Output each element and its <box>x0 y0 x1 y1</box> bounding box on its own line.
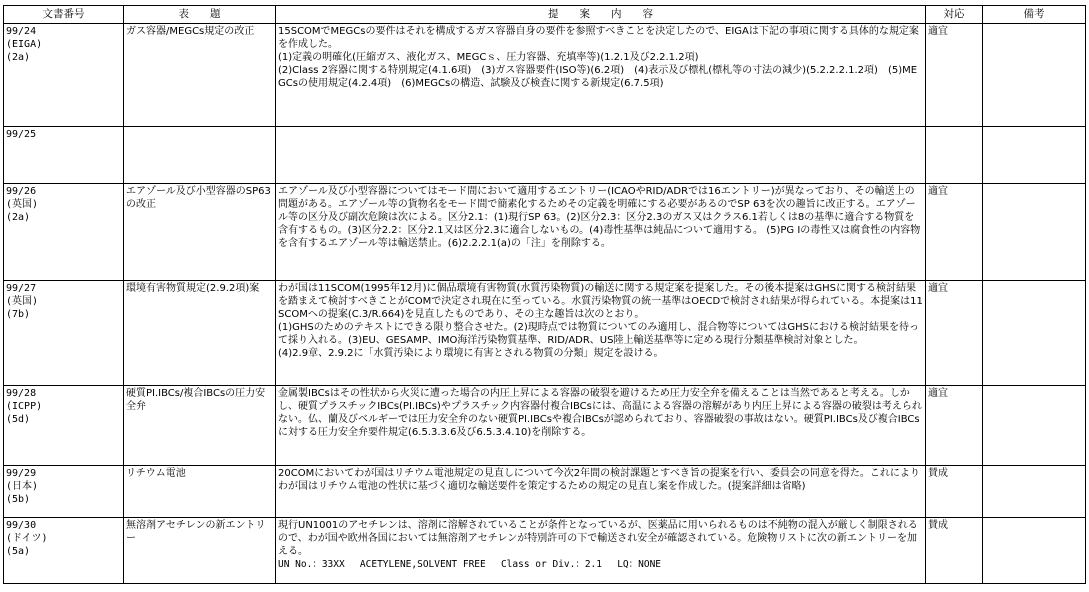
doc-origin: (英国) <box>6 296 39 307</box>
header-row <box>4 6 1086 24</box>
header-title: 表 題 <box>124 6 276 24</box>
doc-origin: (EIGA) <box>6 39 43 50</box>
header-remarks: 備考 <box>983 6 1086 24</box>
doc-no-cell <box>4 127 124 184</box>
content-cell <box>276 518 926 584</box>
response-cell: 適宜 <box>926 24 983 127</box>
doc-no: 99/28 <box>6 388 37 399</box>
doc-origin: (ドイツ) <box>6 533 48 544</box>
doc-origin: (日本) <box>6 481 39 492</box>
content-cell <box>276 127 926 184</box>
response-cell: 賛成 <box>926 466 983 518</box>
table-row <box>4 24 1086 127</box>
table-row <box>4 127 1086 184</box>
doc-no: 99/27 <box>6 283 37 294</box>
response-cell <box>926 127 983 184</box>
remarks-cell <box>983 24 1086 127</box>
doc-origin: (ICPP) <box>6 401 43 412</box>
header-response: 対応 <box>926 6 983 24</box>
table-row <box>4 281 1086 386</box>
remarks-cell <box>983 386 1086 466</box>
doc-origin: (英国) <box>6 199 39 210</box>
doc-no: 99/24 <box>6 26 37 37</box>
doc-no: 99/26 <box>6 186 37 197</box>
doc-no-cell <box>4 281 124 386</box>
table-row <box>4 386 1086 466</box>
table-row <box>4 466 1086 518</box>
response-cell: 適宜 <box>926 281 983 386</box>
doc-no-cell <box>4 466 124 518</box>
content-cell: エアゾール及び小型容器についてはモード間において適用するエントリー(ICAOやRID/ADRでは16エントリー)が異なっており、その輸送上の問題がある。エアゾール等の貨物名をモード間で簡素化するためその定義を明確にする必要があるのでSP 63を次の趣旨に改正する。エアゾール等の区分及び副次危険は次による。区分2.1：(1)現行SP 63。(2)区分2.3：区分2.3のガス又はクラス6.1若しくは8の基準に適合する物質を含有するもの。(3)区分2.2：区分2.1又は区分2.3に適合しないもの。(4)毒性基準は純品について適用する。 (5)PG Iの毒性又は腐食性の内容物を含有するエアゾール等は輸送禁止。(6)2.2.2.1(a)の「注」を削除する。 <box>276 184 926 281</box>
header-doc-no: 文書番号 <box>4 6 124 24</box>
remarks-cell <box>983 184 1086 281</box>
response-cell: 賛成 <box>926 518 983 584</box>
title-cell: ガス容器/MEGCs規定の改正 <box>124 24 276 127</box>
header-proposal: 提 案 内 容 <box>276 6 926 24</box>
doc-item: (5d) <box>6 414 31 425</box>
title-cell <box>124 127 276 184</box>
doc-no-cell <box>4 518 124 584</box>
doc-no: 99/25 <box>6 129 37 140</box>
table-row <box>4 184 1086 281</box>
doc-item: (2a) <box>6 52 31 63</box>
doc-no: 99/30 <box>6 520 37 531</box>
response-cell: 適宜 <box>926 184 983 281</box>
content-cell: 15SCOMでMEGCsの要件はそれを構成するガス容器自身の要件を参照すべきことを決定したので、EIGAは下記の事項に関する具体的な規定案を作成した。 (1)定義の明確化(圧縮ガス、液化ガス、MEGCｓ、圧力容器、充填率等)(1.2.1及び2.2.1.2項) (2)Class 2容器に関する特別規定(4.1.6項) (3)ガス容器要件(ISO等)(6.2項) (4)表示及び標札(標札等の寸法の減少)(5.2.2.2.1.2項) (5)MEGCsの使用規定(4.2.4項) (6)MEGCsの構造、試験及び検査に関する新規定(6.7.5項) <box>276 24 926 127</box>
content-cell: 20COMにおいてわが国はリチウム電池規定の見直しについて今次2年間の検討課題とすべき旨の提案を行い、委員会の同意を得た。これによりわが国はリチウム電池の性状に基づく適切な輸送要件を策定するための規定の見直し案を作成した。(提案詳細は省略) <box>276 466 926 518</box>
proposal-table <box>3 5 1086 584</box>
content-cell: わが国は11SCOM(1995年12月)に個品環境有害物質(水質汚染物質)の輸送に関する規定案を提案した。その後本提案はGHSに関する検討結果を踏まえて検討すべきことがCOMで決定され現在に至っている。水質汚染物質の統一基準はOECDで検討され結果が得られている。本提案は11SCOMへの提案(C.3/R.664)を見直したものであり、その主な趣旨は次のとおり。 (1)GHSのためのテキストにできる限り整合させた。(2)現時点では物質についてのみ適用し、混合物等についてはGHSにおける検討結果を待って採り入れる。(3)EU、GESAMP、IMO海洋汚染物質基準、RID/ADR、US陸上輸送基準等に定める現行分類基準検討対象とした。 (4)2.9章、2.9.2に「水質汚染により環境に有害とされる物質の分類」規定を設ける。 <box>276 281 926 386</box>
doc-no-cell <box>4 386 124 466</box>
title-cell: エアゾール及び小型容器のSP63の改正 <box>124 184 276 281</box>
entry-line: UN No.：33XX ACETYLENE,SOLVENT FREE Class or Div.：2.1 LQ：NONE <box>278 559 662 570</box>
content-text: 現行UN1001のアセチレンは、溶剤に溶解されていることが条件となっているが、医薬品に用いられるものは不純物の混入が厳しく制限されるので、わが国や欧州各国においては無溶剤アセチレンが特別許可の下で輸送され安全が確認されている。危険物リストに次の新エントリーを加える。 <box>278 520 918 557</box>
remarks-cell <box>983 127 1086 184</box>
doc-item: (5b) <box>6 494 31 505</box>
content-cell: 金属製IBCsはその性状から火災に遭った場合の内圧上昇による容器の破裂を避けるため圧力安全弁を備えることは当然であると考える。しかし、硬質プラスチックIBCs(PI.IBCs)やプラスチック内容器付複合IBCsには、高温による容器の溶解があり内圧上昇による容器の破裂は考えられない。仏、蘭及びベルギーでは圧力安全弁のない硬質PI.IBCsや複合IBCsが認められており、容器破裂の事故はない。硬質PI.IBCs及び複合IBCsに対する圧力安全弁要件規定(6.5.3.3.6及び6.5.3.4.10)を削除する。 <box>276 386 926 466</box>
doc-item: (7b) <box>6 309 31 320</box>
title-cell: 硬質PI.IBCs/複合IBCsの圧力安全弁 <box>124 386 276 466</box>
remarks-cell <box>983 466 1086 518</box>
doc-no-cell <box>4 24 124 127</box>
doc-item: (5a) <box>6 546 31 557</box>
doc-no-cell <box>4 184 124 281</box>
doc-no: 99/29 <box>6 468 37 479</box>
doc-item: (2a) <box>6 212 31 223</box>
remarks-cell <box>983 281 1086 386</box>
title-cell: リチウム電池 <box>124 466 276 518</box>
title-cell: 無溶剤アセチレンの新エントリー <box>124 518 276 584</box>
response-cell: 適宜 <box>926 386 983 466</box>
table-row <box>4 518 1086 584</box>
remarks-cell <box>983 518 1086 584</box>
title-cell: 環境有害物質規定(2.9.2項)案 <box>124 281 276 386</box>
